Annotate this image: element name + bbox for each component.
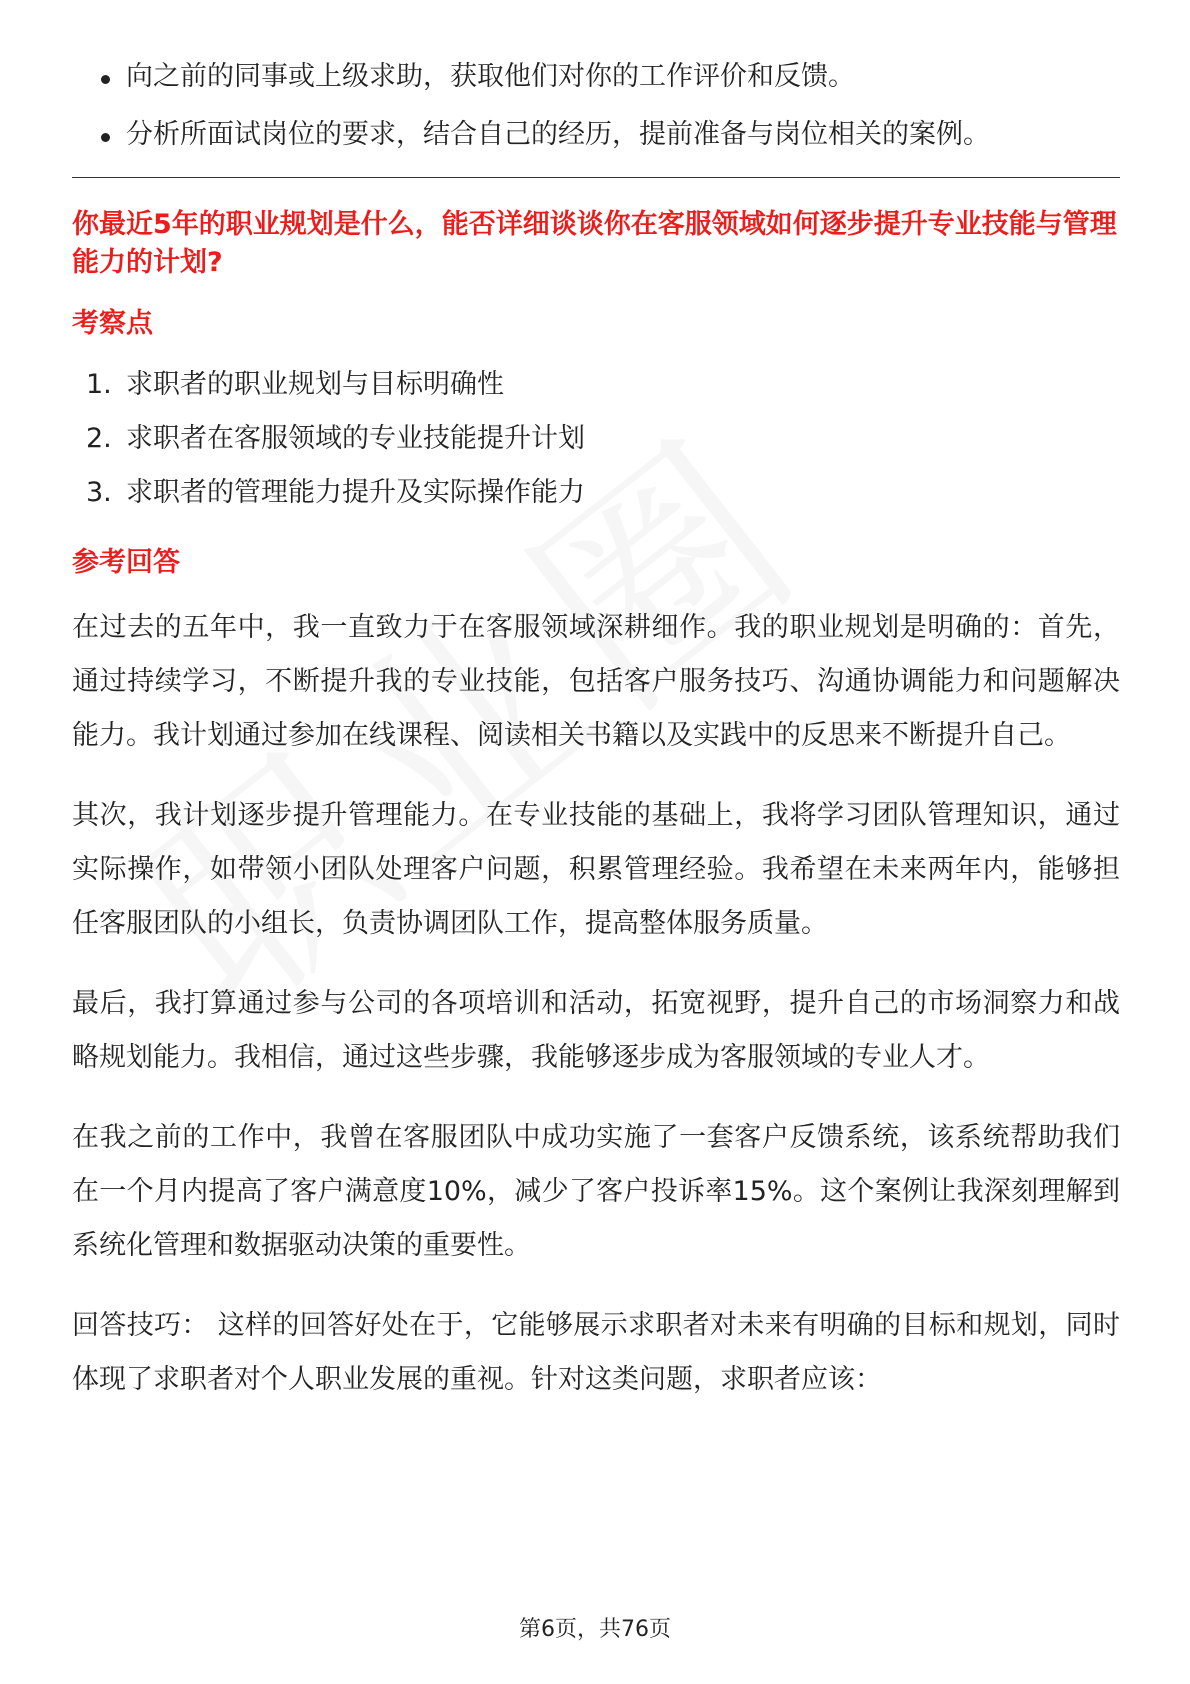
- answer-paragraph: 最后，我打算通过参与公司的各项培训和活动，拓宽视野，提升自己的市场洞察力和战略规划能力。我相信，通过这些步骤，我能够逐步成为客服领域的专业人才。: [72, 988, 1120, 1073]
- focus-heading: 考察点: [72, 308, 153, 339]
- list-item-text: 求职者的管理能力提升及实际操作能力: [126, 477, 585, 508]
- bullet-item: 分析所面试岗位的要求，结合自己的经历，提前准备与岗位相关的案例。: [72, 116, 1120, 154]
- answer-paragraph: 其次，我计划逐步提升管理能力。在专业技能的基础上，我将学习团队管理知识，通过实际操作，如带领小团队处理客户问题，积累管理经验。我希望在未来两年内，能够担任客服团队的小组长，负责协调团队工作，提高整体服务质量。: [72, 800, 1120, 939]
- page-content: [72, 58, 1120, 1407]
- list-number: 1.: [86, 369, 112, 400]
- question-title: 你最近5年的职业规划是什么，能否详细谈谈你在客服领域如何逐步提升专业技能与管理能力的计划?: [72, 209, 1117, 278]
- section-divider: [72, 177, 1120, 178]
- bullet-list: [72, 58, 1120, 154]
- list-number: 3.: [86, 477, 112, 508]
- page-footer: 第6页，共76页: [519, 1617, 671, 1642]
- list-item-text: 求职者在客服领域的专业技能提升计划: [126, 423, 585, 454]
- focus-list: [72, 366, 1120, 512]
- answer-heading: 参考回答: [72, 547, 180, 578]
- list-number: 2.: [86, 423, 112, 454]
- list-item-text: 求职者的职业规划与目标明确性: [126, 369, 504, 400]
- answer-paragraph: 在过去的五年中，我一直致力于在客服领域深耕细作。我的职业规划是明确的：首先，通过持续学习，不断提升我的专业技能，包括客户服务技巧、沟通协调能力和问题解决能力。我计划通过参加在线课程、阅读相关书籍以及实践中的反思来不断提升自己。: [72, 612, 1120, 751]
- focus-list-item: [72, 420, 1120, 458]
- focus-list-item: [72, 474, 1120, 512]
- bullet-item: 向之前的同事或上级求助，获取他们对你的工作评价和反馈。: [72, 58, 1120, 96]
- focus-list-item: [72, 366, 1120, 404]
- answer-paragraph: 在我之前的工作中，我曾在客服团队中成功实施了一套客户反馈系统，该系统帮助我们在一个月内提高了客户满意度10%，减少了客户投诉率15%。这个案例让我深刻理解到系统化管理和数据驱动决策的重要性。: [72, 1122, 1120, 1261]
- answer-tips-paragraph: 回答技巧： 这样的回答好处在于，它能够展示求职者对未来有明确的目标和规划，同时体现了求职者对个人职业发展的重视。针对这类问题，求职者应该：: [72, 1310, 1120, 1395]
